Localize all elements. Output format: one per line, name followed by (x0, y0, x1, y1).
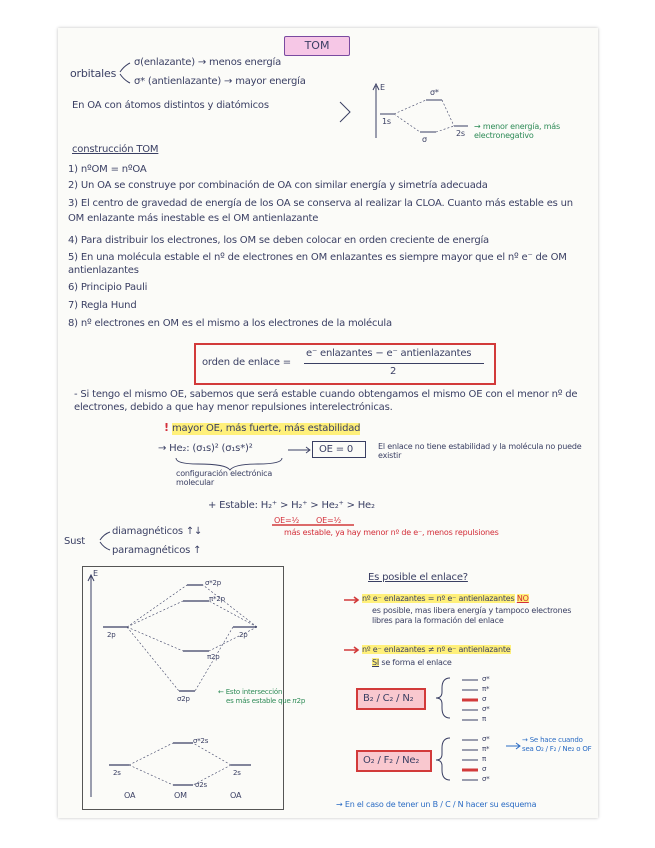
sigma-antienlazante: σ* (antienlazante) → mayor energía (134, 76, 306, 87)
g1-level-4: σ* (482, 705, 490, 713)
rule-6: 6) Principio Pauli (68, 282, 148, 293)
g2-level-5: σ* (482, 775, 490, 783)
formula-numerator: e⁻ enlazantes − e⁻ antienlazantes (306, 348, 472, 359)
sust-label: Sust (64, 536, 86, 547)
hetero-2s: 2s (456, 129, 465, 138)
case1-no: NO (516, 594, 529, 603)
page-title: TOM (284, 36, 350, 56)
hetero-sigma: σ (422, 135, 427, 144)
sigma-star-2p: σ*2p (205, 579, 222, 587)
rule-5: 5) En una molécula estable el nº de electrones en OM enlazantes es siempre mayor que el nº e⁻ de OM antienlazantes (68, 252, 567, 276)
oe-b: OE=½ (316, 516, 342, 525)
hetero-note: → menor energía, más electronegativo (474, 122, 560, 141)
rule-2: 2) Un OA se construye por combinación de OA con similar energía y simetría adecuada (68, 180, 488, 191)
diagram-E: E (93, 569, 98, 578)
x-label-oa-left: OA (124, 791, 136, 800)
oe-a: OE=½ (274, 516, 300, 525)
pi-star-2p: π*2p (209, 595, 225, 603)
group-braces (58, 28, 598, 818)
rule-1: 1) nºOM = nºOA (68, 164, 147, 175)
two-p-right: 2p (239, 631, 248, 639)
g2-level-4: σ (482, 765, 487, 773)
intersection-note-2: es más estable que 𝜋2p (226, 697, 306, 705)
g2-level-1: σ* (482, 735, 490, 743)
g2-level-2: π* (482, 745, 490, 753)
group2-note: → Se hace cuando sea O₂ / F₂ / Ne₂ o OF (522, 736, 592, 754)
formula-denominator: 2 (390, 366, 397, 377)
x-label-om: OM (174, 791, 187, 800)
orbitales-label: orbitales (70, 67, 117, 80)
estabilidad-text: + Estable: H₂⁺ > H₂⁺ > He₂⁺ > He₂ (208, 500, 375, 511)
pi-2p: π2p (207, 653, 220, 661)
sigma-2p: σ2p (177, 695, 190, 703)
case2-si: SI (372, 658, 380, 667)
oe-zero-text: OE = 0 (319, 444, 354, 455)
intersection-note-1: ← Esto intersección (218, 688, 283, 696)
notebook-page (58, 28, 598, 818)
enlace-heading: Es posible el enlace? (368, 572, 468, 583)
two-s-right: 2s (233, 769, 241, 777)
case1-rest: es posible, mas libera energía y tampoco electrones libres para la formación del enlace (372, 606, 572, 626)
two-p-left: 2p (107, 631, 116, 639)
config-label: configuración electrónica molecular (176, 469, 273, 488)
rule-4: 4) Para distribuir los electrones, los OM se deben colocar en orden creciente de energía (68, 235, 489, 246)
construccion-heading: construcción TOM (72, 144, 159, 155)
hetero-E: E (380, 83, 385, 92)
he2-config: → He₂: (σ₁s)² (σ₁s*)² (158, 443, 253, 454)
sigma-star-2s: σ*2s (193, 737, 209, 745)
group2-box (356, 750, 432, 772)
hetero-1s: 1s (382, 117, 391, 126)
heteronuclear-text: En OA con átomos distintos y diatómicos (72, 100, 269, 111)
case2-rest: se forma el enlace (381, 658, 452, 667)
footer-note: → En el caso de tener un B / C / N hacer su esquema (336, 800, 537, 809)
group2-label: O₂ / F₂ / Ne₂ (363, 755, 420, 766)
mayor-oe-text: mayor OE, más fuerte, más estabilidad (172, 423, 361, 434)
g2-level-3: π (482, 755, 487, 763)
g1-level-5: π (482, 715, 487, 723)
sigma-2s: σ2s (195, 781, 207, 789)
estabilidad-note: más estable, ya hay menor nº de e⁻, menos repulsiones (284, 528, 499, 537)
g1-level-1: σ* (482, 675, 490, 683)
rule-3: 3) El centro de gravedad de energía de los OA se conserva al realizar la CLOA. Cuanto más estable es un OM enlazante más inestable es el OM antienlazante (68, 198, 573, 224)
explicacion-text: - Si tengo el mismo OE, sabemos que será estable cuando obtengamos el mismo OE con el menor nº de electrones, debido a que hay menor repulsiones interelectrónicas. (74, 389, 578, 413)
g1-level-2: π* (482, 685, 490, 693)
g1-level-3: σ (482, 695, 487, 703)
case2-condition: nº e⁻ enlazantes ≠ nº e⁻ antienlazante (362, 645, 511, 654)
sigma-enlazante: σ(enlazante) → menos energía (134, 57, 282, 68)
group1-label: B₂ / C₂ / N₂ (363, 693, 414, 704)
formula-left: orden de enlace = (202, 357, 291, 368)
diamagneticos: diamagnéticos ↑↓ (112, 526, 203, 537)
rule-8: 8) nº electrones en OM es el mismo a los electrones de la molécula (68, 318, 392, 329)
two-s-left: 2s (113, 769, 121, 777)
oe-zero-note: El enlace no tiene estabilidad y la molécula no puede existir (378, 442, 582, 461)
x-label-oa-right: OA (230, 791, 242, 800)
rule-7: 7) Regla Hund (68, 300, 137, 311)
warning-mark: ! (164, 421, 169, 434)
case1-condition: nº e⁻ enlazantes = nº e⁻ antienlazantes (362, 594, 515, 603)
paramagneticos: paramagnéticos ↑ (112, 545, 202, 556)
hetero-sigma-star: σ* (430, 88, 439, 97)
